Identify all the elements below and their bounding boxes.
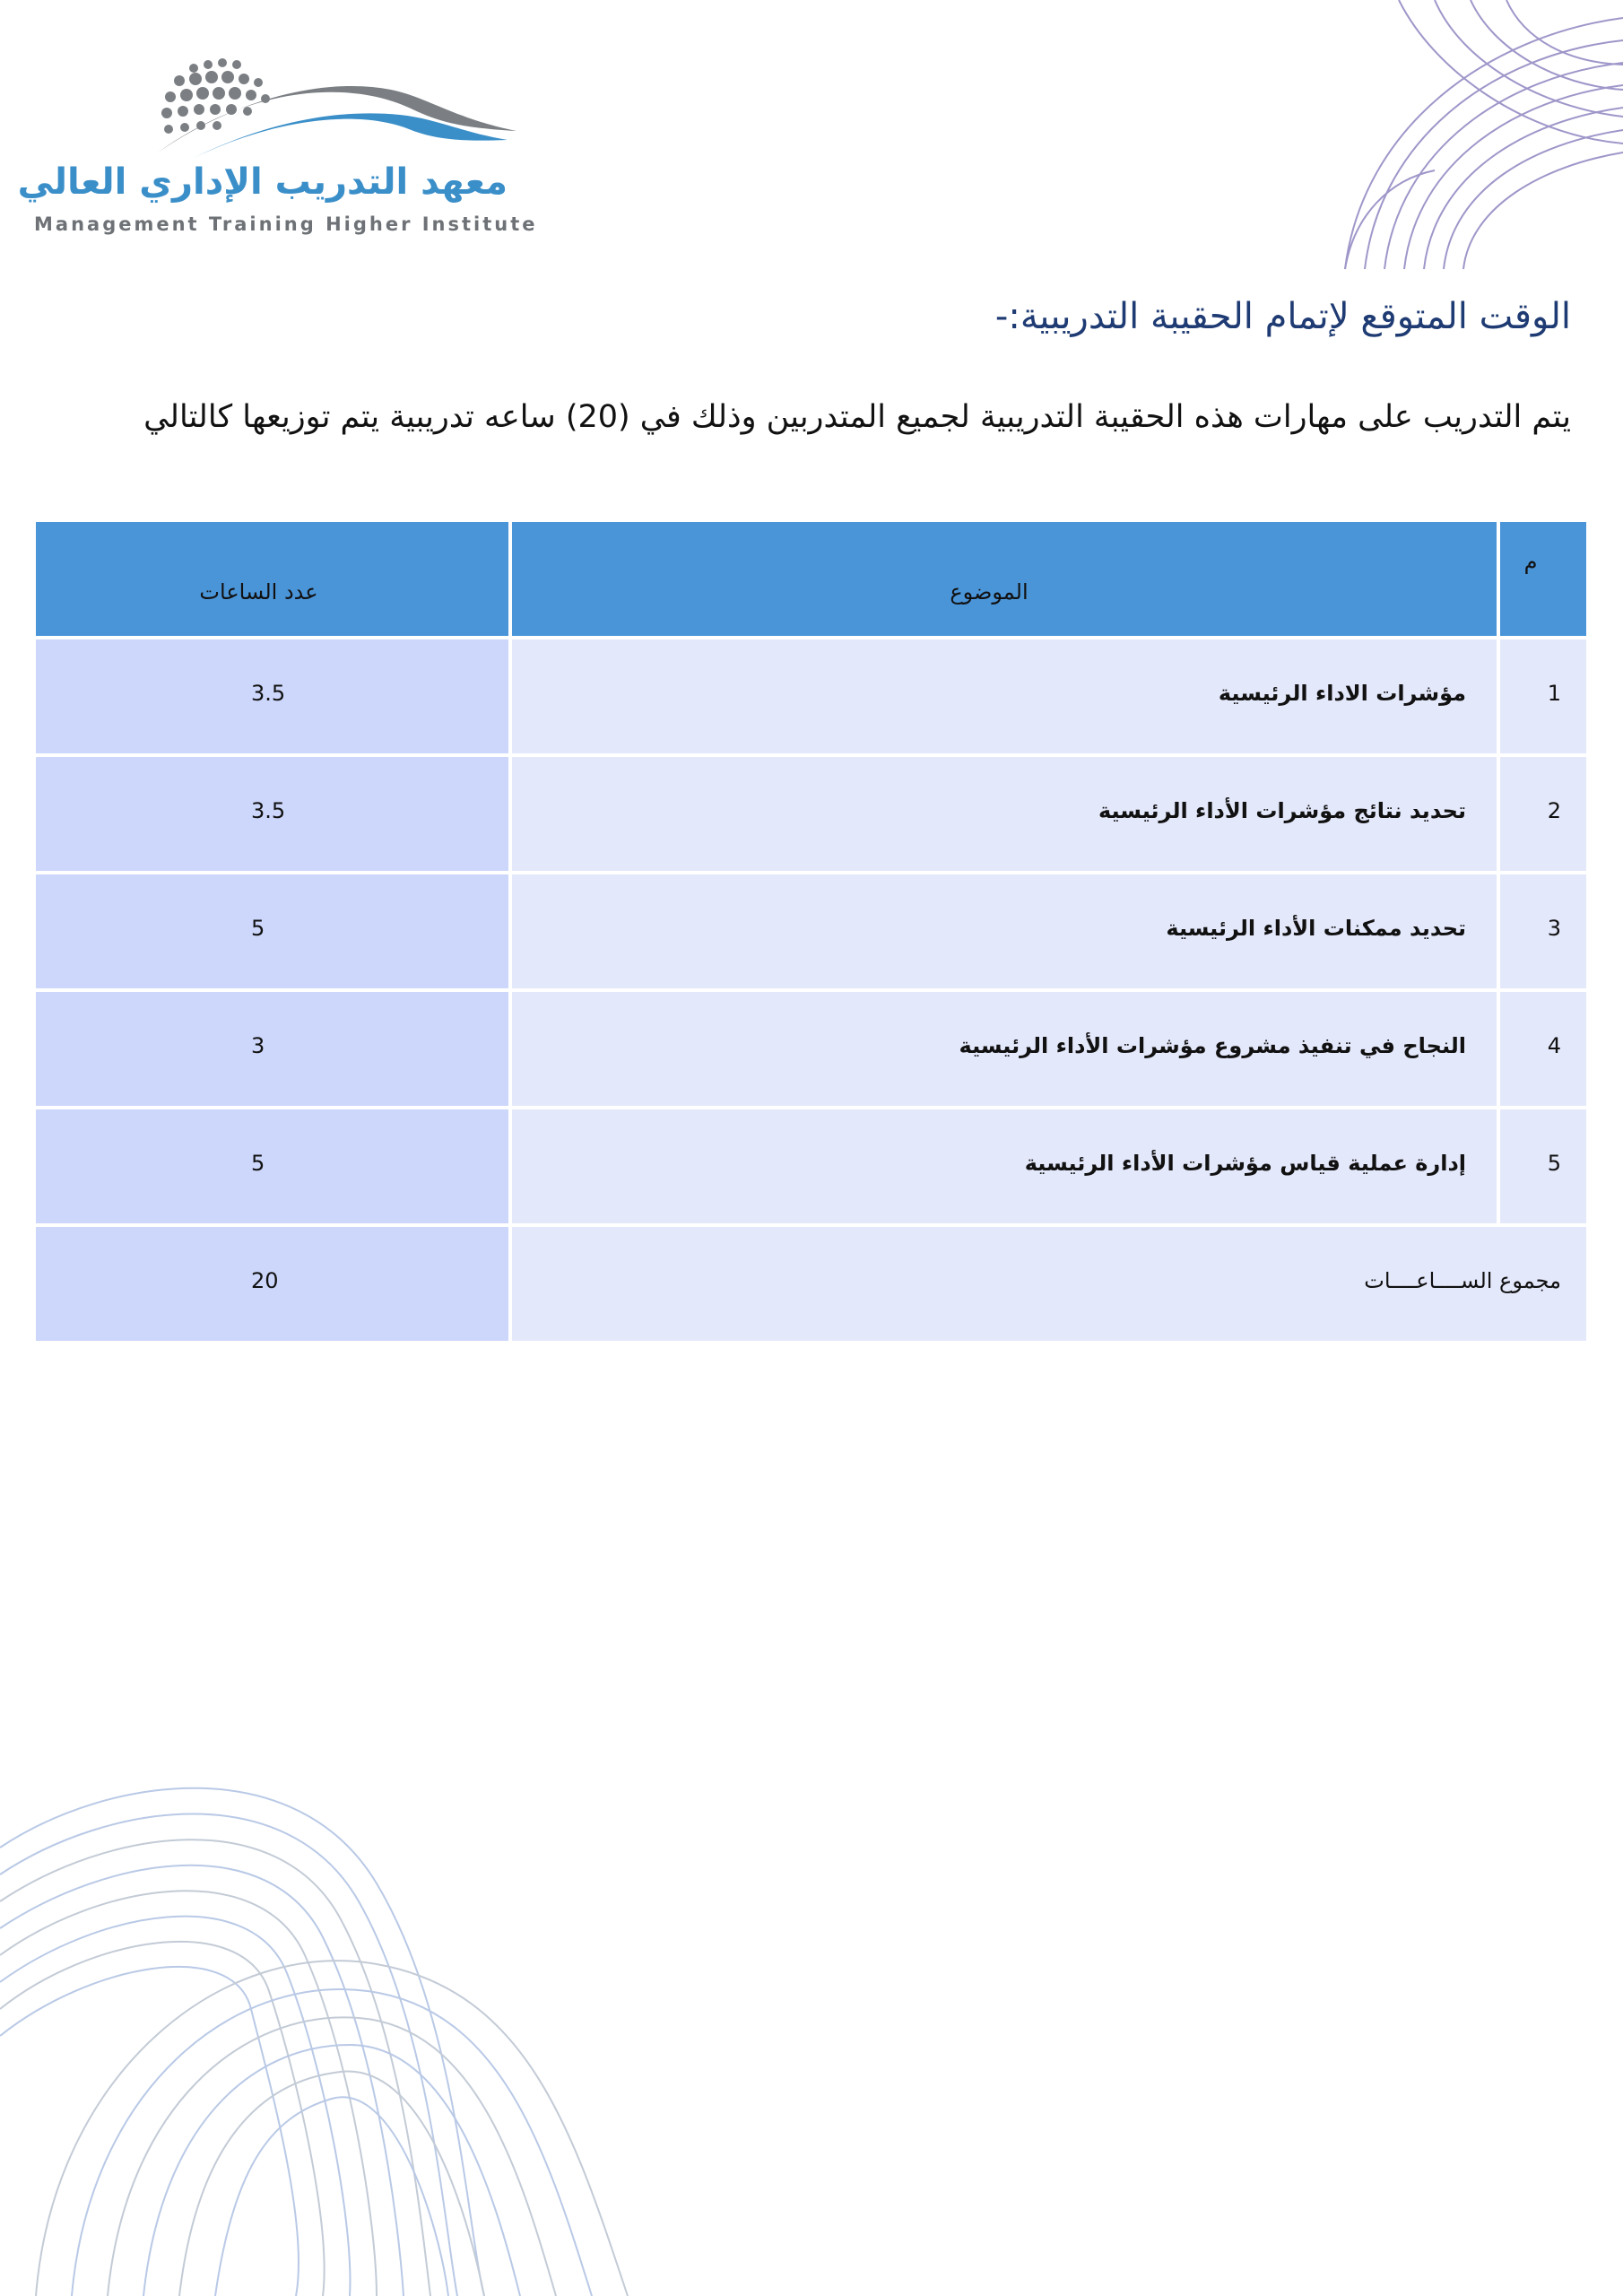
header-num xyxy=(1500,522,1586,636)
table-row xyxy=(36,992,1586,1106)
total-label: مجموع الســــاعــــات xyxy=(1364,1268,1561,1293)
row-hours: 5 xyxy=(251,1151,265,1176)
row-num: 2 xyxy=(1547,798,1561,823)
row-hours: 3 xyxy=(251,1033,265,1058)
row-topic: إدارة عملية قياس مؤشرات الأداء الرئيسية xyxy=(1024,1151,1466,1176)
logo-english-name: Management Training Higher Institute xyxy=(34,213,538,235)
row-hours: 5 xyxy=(251,916,265,941)
table-row xyxy=(36,1109,1586,1223)
header-hours-label: عدد الساعات xyxy=(199,579,318,604)
total-hours: 20 xyxy=(251,1268,279,1293)
row-num: 3 xyxy=(1547,916,1561,941)
table-total-row xyxy=(36,1227,1586,1341)
institute-logo xyxy=(17,52,538,240)
header-topic xyxy=(512,522,1497,636)
row-num: 5 xyxy=(1547,1151,1561,1176)
table-row xyxy=(36,757,1586,871)
row-num: 4 xyxy=(1547,1033,1561,1058)
globe-wave-logo-icon xyxy=(140,52,516,160)
intro-paragraph: يتم التدريب على مهارات هذه الحقيبة التدريبية لجميع المتدربين وذلك في (20) ساعه تدريبية يتم توزيعها كالتالي xyxy=(143,399,1571,435)
logo-arabic-name: معهد التدريب الإداري العالي xyxy=(17,161,508,203)
header-hours xyxy=(36,522,508,636)
row-num: 1 xyxy=(1547,681,1561,706)
row-topic: تحديد نتائج مؤشرات الأداء الرئيسية xyxy=(1098,798,1466,823)
row-topic: مؤشرات الاداء الرئيسية xyxy=(1218,681,1466,706)
row-topic: تحديد ممكنات الأداء الرئيسية xyxy=(1166,916,1466,941)
row-hours: 3.5 xyxy=(251,681,286,706)
training-hours-table xyxy=(32,518,1590,1344)
row-topic: النجاح في تنفيذ مشروع مؤشرات الأداء الرئيسية xyxy=(959,1033,1466,1058)
decorative-arcs-bottom xyxy=(0,1668,646,2296)
table-row xyxy=(36,639,1586,753)
table-header-row xyxy=(36,522,1586,636)
header-topic-label: الموضوع xyxy=(950,579,1028,604)
table-row xyxy=(36,874,1586,988)
header-num-label: م xyxy=(1523,549,1538,574)
decorative-arcs-top xyxy=(1291,0,1623,287)
row-hours: 3.5 xyxy=(251,798,286,823)
section-heading: الوقت المتوقع لإتمام الحقيبة التدريبية:- xyxy=(994,296,1571,337)
